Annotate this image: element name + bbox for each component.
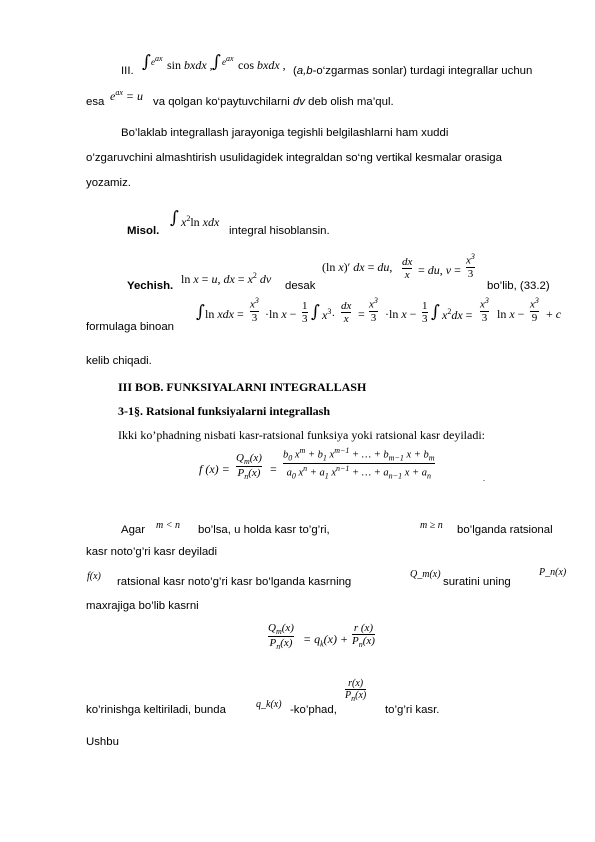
formula-eq: =	[270, 462, 277, 476]
fraction-x3-3: $x^3$ 3	[250, 296, 259, 324]
fraction-x3-3: $x^3$ 3	[369, 296, 378, 324]
substitution-formula: $e^{ax} = u$	[110, 88, 143, 103]
para3-t5: ko’rinishga keltiriladi, bunda	[86, 704, 226, 716]
formula-fx: f (x) =	[199, 462, 230, 476]
text-b: va qolgan ko‘paytuvchilarni	[153, 96, 290, 108]
integral-sign: ∫	[212, 52, 221, 72]
fraction-r-pn-small: r(x) $P_n(x)$	[345, 678, 367, 703]
solution-desak: desak	[285, 280, 316, 292]
fraction-polynomials: $b_0$ $x^m + b_1$ $x^{m-1}$ + … + $b_{m-1}$ $x + b_m$ $a_0$ $x^n + a_1$ $x^{n-1}$ + … + $a_{n-1}$ $x + a_n$	[283, 446, 435, 481]
example-label: Misol.	[127, 225, 160, 237]
para1-esa: esa	[86, 96, 105, 108]
chapter-title: III BOB. FUNKSIYALARNI INTEGRALLASH	[118, 380, 367, 394]
example-formula: $x^2\ln$ xdx	[181, 214, 220, 229]
integral-sign: ∫	[311, 302, 320, 322]
para3-t3: ratsional kasr noto’g’ri kasr bo’lganda kasrning	[117, 576, 352, 588]
para3-t1: bo’lsa, u holda kasr to’g’ri,	[198, 524, 330, 536]
para3-line2: kasr noto’g’ri kasr deyiladi	[86, 546, 218, 558]
formula-qk-plus: = $q_k(x)$ +	[303, 632, 349, 649]
formula-part4: ·ln x −	[385, 307, 417, 321]
solution-du-v: = du, v =	[418, 263, 461, 277]
solution-bolib: bo’lib, (33.2)	[487, 280, 550, 292]
para1-text-a: -o‘zgarmas sonlar) turdagi integrallar uchun	[312, 65, 533, 77]
fraction-r-pn: r (x) $P_n(x)$	[352, 622, 375, 650]
para2-line3: yozamiz.	[86, 177, 131, 189]
formula-cos: cos bxdx ,	[238, 58, 286, 72]
fraction-dx-x: dx x	[341, 300, 352, 325]
fraction-x3-9: $x^3$ 9	[530, 296, 539, 324]
ab-vars: a,b	[296, 65, 313, 77]
symbol-qk: q_k(x)	[256, 699, 282, 710]
para3-t7: to’g’ri kasr.	[385, 704, 440, 716]
symbol-qm: Q_m(x)	[410, 569, 441, 580]
dv-symbol: dv	[292, 96, 305, 108]
condition-m-geq-n: m ≥ n	[420, 520, 443, 531]
solution-kelib: kelib chiqadi.	[86, 355, 152, 367]
formula-part7: + c	[546, 307, 562, 321]
integral-sign: ∫	[142, 52, 151, 72]
integral-sign: ∫	[431, 302, 440, 322]
solution-derivative: (ln x)′ dx = du,	[322, 260, 393, 274]
formula-eq: =	[358, 307, 365, 321]
condition-m-less-n: m < n	[156, 520, 180, 531]
solution-label: Yechish.	[127, 280, 174, 292]
formula-exp: $e^{ax}$	[222, 54, 234, 67]
para3-agar: Agar	[121, 524, 146, 536]
solution-formulaga: formulaga binoan	[86, 321, 175, 333]
para3-t6: -ko’phad,	[290, 704, 337, 716]
para3-t4: suratini uning	[443, 576, 511, 588]
para1-ab: (a,b-o‘zgarmas sonlar) turdagi integrallar uchun	[293, 65, 533, 77]
symbol-fx: f(x)	[87, 571, 101, 582]
fraction-x3-3: $x^3$ 3	[466, 252, 475, 280]
para1-text-b	[153, 95, 394, 109]
fraction-dx-x: dx x	[402, 256, 413, 281]
formula-part3: $x^3\cdot$	[322, 307, 336, 322]
para2-line1: Bo’laklab integrallash jarayoniga tegishli belgilashlarni ham xuddi	[121, 127, 449, 139]
formula-dot: .	[483, 474, 485, 483]
para3-line4: maxrajiga bo’lib kasrni	[86, 600, 199, 612]
item-label-iii: III.	[121, 65, 134, 77]
section-title: 3-1§. Ratsional funksiyalarni integrallash	[118, 404, 331, 418]
formula-part1: ln xdx =	[205, 307, 244, 321]
fraction-qm-pn: $Q_m(x)$ $P_n(x)$	[268, 622, 294, 652]
integral-sign: ∫	[196, 302, 205, 322]
example-text: integral hisoblansin.	[229, 225, 330, 237]
fraction-1-3: 1 3	[422, 300, 428, 325]
formula-sin: sin bxdx ,	[167, 58, 213, 72]
formula-part5: $x^2dx$ =	[442, 307, 473, 322]
formula-part2: ·ln x −	[265, 307, 297, 321]
formula-part6: ln x −	[497, 307, 525, 321]
text-c: deb olish ma’qul.	[308, 96, 394, 108]
solution-assign: ln x = u, dx = $x^2$ dv	[181, 271, 272, 286]
symbol-pn: P_n(x)	[539, 567, 567, 578]
fraction-1-3: 1 3	[302, 300, 308, 325]
chapter-intro: Ikki ko’phadning nisbati kasr-ratsional funksiya yoki ratsional kasr deyiladi:	[118, 428, 486, 442]
fraction-qm-pn: $Q_m(x)$ $P_n(x)$	[236, 452, 262, 482]
formula-exp: $e^{ax}$	[151, 54, 163, 67]
integral-sign: ∫	[170, 208, 179, 228]
para3-ushbu: Ushbu	[86, 736, 119, 748]
fraction-x3-3: $x^3$ 3	[480, 296, 489, 324]
para2-line2: o’zgaruvchini almashtirish usulidagidek integraldan so‘ng vertikal kesmalar orasiga	[86, 152, 502, 164]
para3-t2: bo’lganda ratsional	[457, 524, 553, 536]
